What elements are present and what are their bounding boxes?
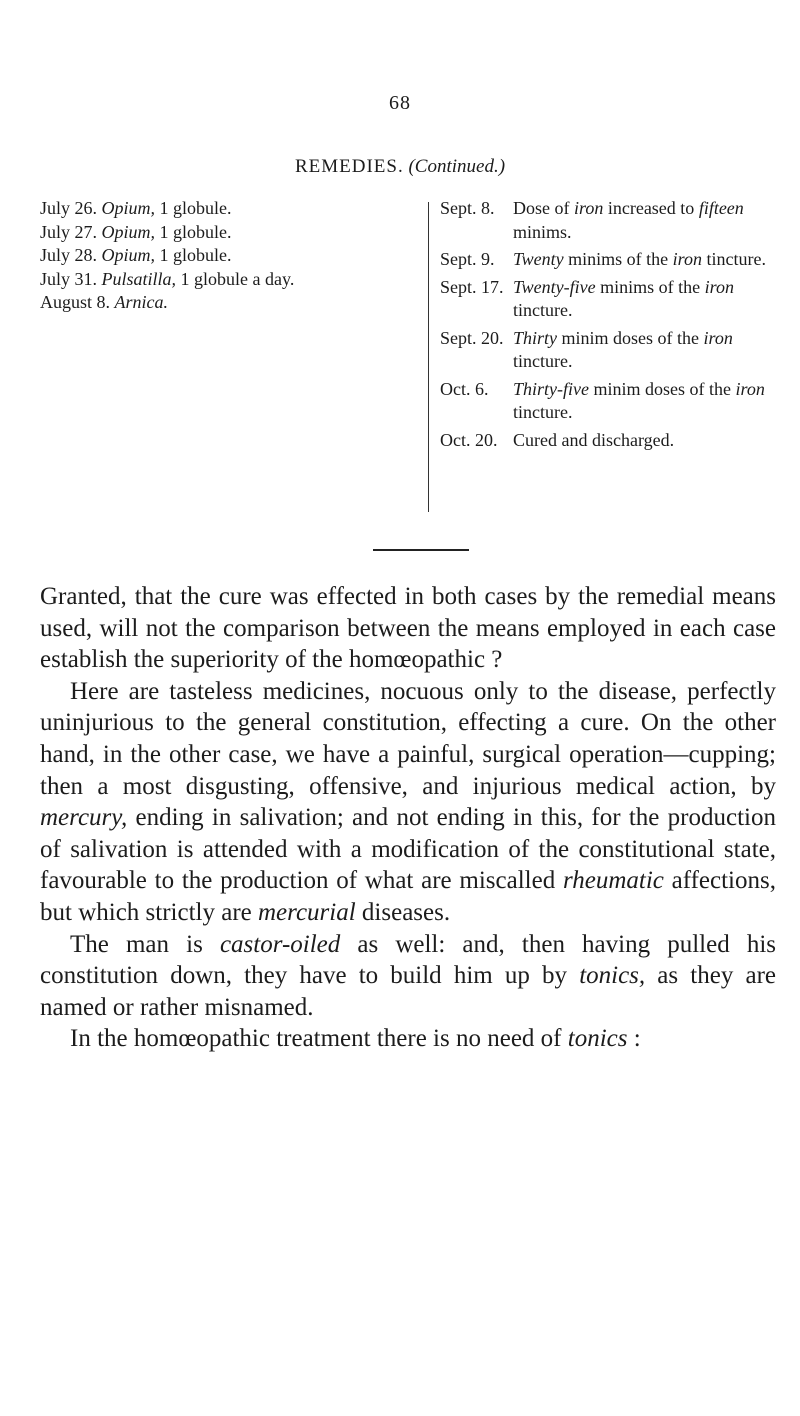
remedy-entry: July 27. Opium, 1 globule. [40, 221, 232, 242]
heading-title: REMEDIES. [294, 156, 404, 177]
remedy-entry: Sept. 20. Thirty minim doses of the iron tincture. [440, 327, 733, 371]
page-number: 68 [389, 92, 411, 114]
remedy-entry: July 26. Opium, 1 globule. [40, 198, 232, 218]
paragraph: Here are tasteless medicines, nocuous only to the disease, perfectly uninjurious to the general constitution, effecting a cure. On the other hand, in the other case, we have a painful, surgical operation—cupping; then a most disgusting, offensive, and injurious medical action, by mercury, ending in salivation; and not ending in this, for the production of salivation is attended with a modification of the constitutional state, favourable to the production of what are miscalled rheumatic affections, but which strictly are mercurial diseases. [40, 677, 776, 926]
section-separator [373, 549, 469, 551]
heading-continued: (Continued.) [408, 156, 506, 177]
remedy-entry: August 8. Arnica. [40, 292, 169, 312]
remedy-entry: Sept. 17. Twenty-five minims of the iron tincture. [440, 276, 734, 320]
remedy-entry: July 31. Pulsatilla, 1 globule a day. [40, 268, 295, 289]
body-text [40, 581, 776, 1055]
remedy-entry: Sept. 9. Twenty minims of the iron tincture. [440, 249, 766, 269]
paragraph: In the homœopathic treatment there is no need of tonics : [70, 1025, 641, 1053]
paragraph: The man is castor-oiled as well: and, then having pulled his constitution down, they have to build him up by tonics, as they are named or rather misnamed. [40, 930, 777, 1021]
section-heading [0, 156, 800, 178]
remedy-entry: July 28. Opium, 1 globule. [40, 245, 232, 265]
column-divider [428, 202, 429, 512]
remedies-right-column [440, 197, 790, 456]
remedies-left-column [40, 197, 420, 315]
remedy-entry: Oct. 6. Thirty-five minim doses of the iron tincture. [440, 378, 765, 422]
paragraph: Granted, that the cure was effected in both cases by the remedial means used, will not the comparison between the means employed in each case establish the superiority of the homœopathic ? [40, 583, 776, 674]
remedy-entry: Oct. 20. Cured and discharged. [440, 429, 675, 450]
remedy-entry: Sept. 8. Dose of iron increased to fifteen minims. [440, 198, 744, 242]
